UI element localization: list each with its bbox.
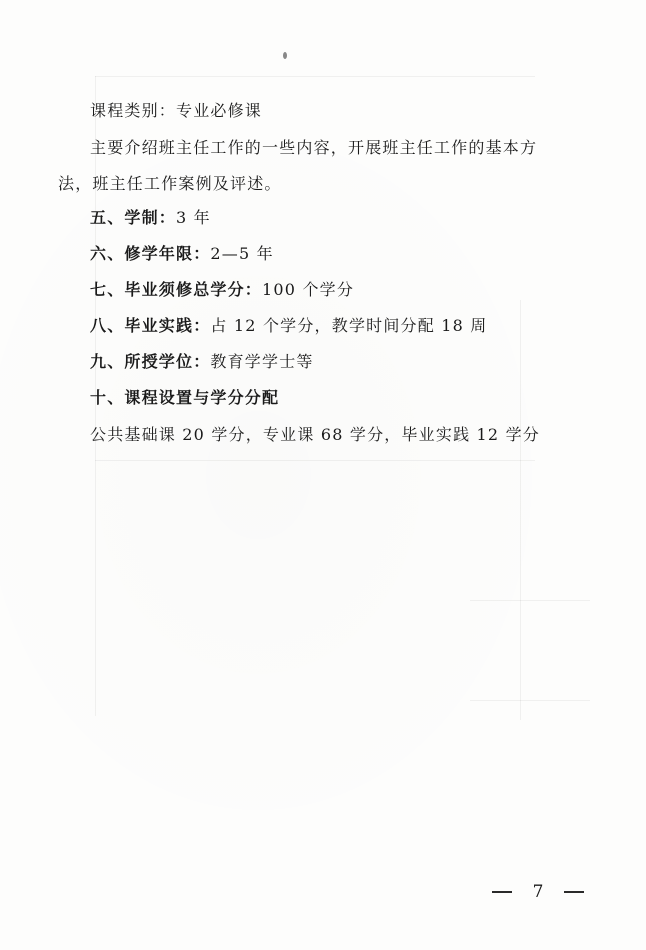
page-number-value: 7	[532, 882, 544, 902]
section-label: 九、所授学位：	[90, 352, 211, 371]
credit-summary-line: 公共基础课 20 学分，专业课 68 学分，毕业实践 12 学分	[90, 425, 540, 444]
course-category-line: 课程类别：专业必修课	[90, 101, 263, 120]
bleed-through-rule	[520, 300, 521, 720]
section-value: 占 12 个学分，教学时间分配 18 周	[210, 316, 488, 335]
bleed-through-rule	[470, 700, 590, 701]
section-label: 八、毕业实践：	[90, 316, 211, 335]
course-description-line-1: 主要介绍班主任工作的一些内容，开展班主任工作的基本方	[90, 138, 538, 157]
section-duration	[90, 208, 211, 228]
page-number-dash-right	[564, 891, 584, 893]
section-label: 七、毕业须修总学分：	[90, 280, 263, 299]
page-number	[492, 881, 584, 903]
section-curriculum	[90, 388, 279, 408]
page-number-dash-left	[492, 891, 512, 893]
section-total-credits	[90, 280, 354, 300]
bleed-through-rule	[95, 76, 535, 77]
bleed-through-rule	[470, 600, 590, 601]
section-label: 五、学制：	[90, 208, 177, 227]
section-label: 六、修学年限：	[90, 244, 211, 263]
section-study-years	[90, 244, 274, 264]
section-value: 教育学学士等	[210, 352, 314, 371]
section-value: 100 个学分	[262, 280, 355, 299]
paper-speck	[283, 52, 287, 59]
section-graduation-practice	[90, 316, 487, 336]
course-description-line-2: 法，班主任工作案例及评述。	[58, 174, 282, 193]
section-degree	[90, 352, 314, 372]
section-label: 十、课程设置与学分分配	[90, 388, 280, 407]
bleed-through-rule	[95, 460, 535, 461]
section-value: 3 年	[176, 208, 211, 227]
section-value: 2—5 年	[210, 244, 274, 263]
